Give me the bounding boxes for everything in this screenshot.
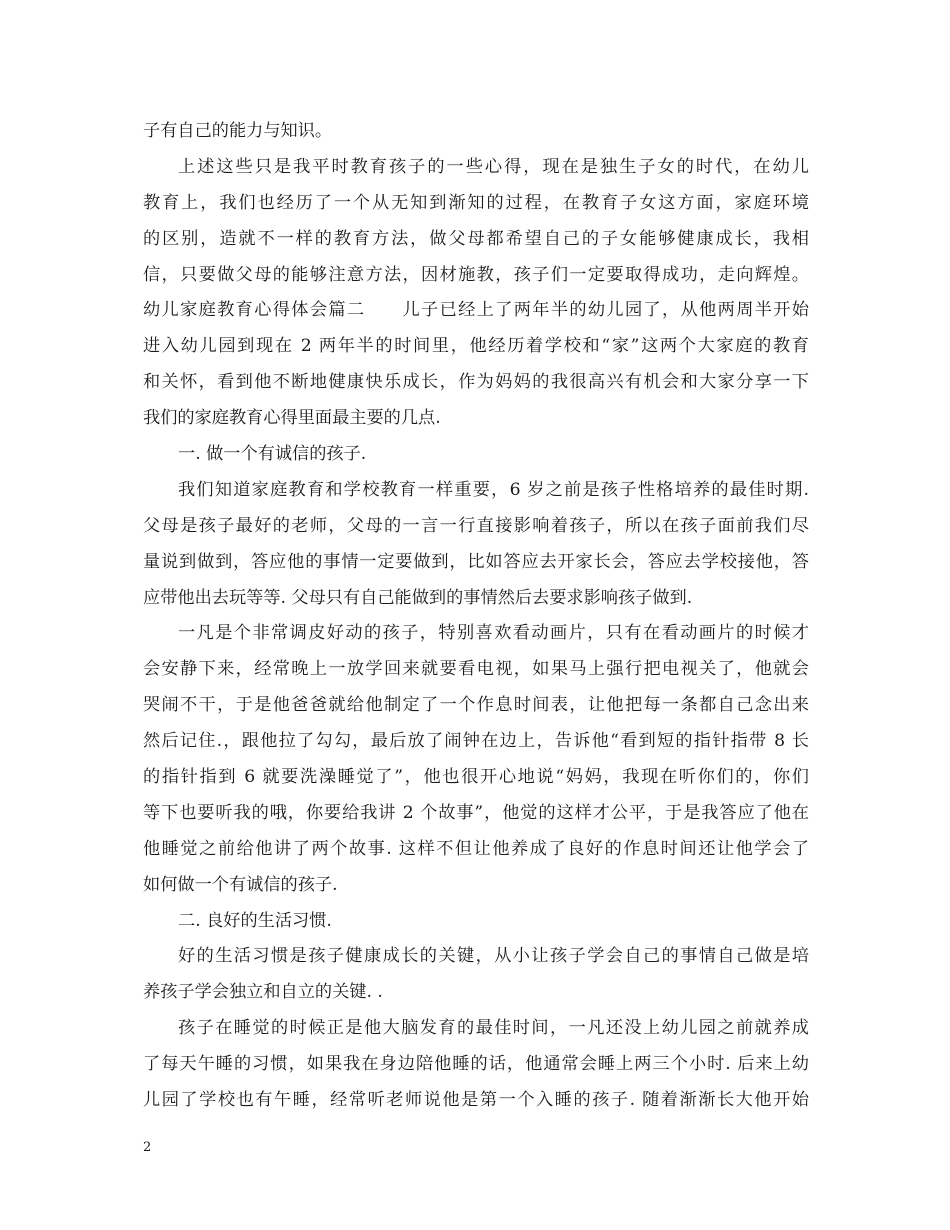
text-line: 和关怀，看到他不断地健康快乐成长，作为妈妈的我很高兴有机会和大家分享一下 — [143, 372, 809, 393]
text-line: 了每天午睡的习惯，如果我在身边陪他睡的话，他通常会睡上两三个小时. 后来上幼 — [143, 1054, 809, 1075]
text-line: 我们的家庭教育心得里面最主要的几点. — [143, 408, 441, 429]
text-line: 养孩子学会独立和自立的关键. . — [143, 982, 383, 1003]
text-line: 会安静下来，经常晚上一放学回来就要看电视，如果马上强行把电视关了，他就会 — [143, 659, 809, 680]
text-line: 上述这些只是我平时教育孩子的一些心得，现在是独生子女的时代，在幼儿 — [178, 156, 809, 177]
numbered-heading: 一. 做一个有诚信的孩子. — [178, 444, 367, 465]
text-line: 哭闹不干，于是他爸爸就给他制定了一个作息时间表，让他把每一条都自己念出来 — [143, 695, 809, 716]
text-line: 教育上，我们也经历了一个从无知到渐知的过程，在教育子女这方面，家庭环境 — [143, 192, 809, 213]
numbered-heading: 二. 良好的生活习惯. — [178, 910, 332, 931]
text-line: 如何做一个有诚信的孩子. — [143, 874, 338, 895]
text-line: 一凡是个非常调皮好动的孩子，特别喜欢看动画片，只有在看动画片的时候才 — [178, 623, 809, 644]
text-line: 量说到做到，答应他的事情一定要做到，比如答应去开家长会，答应去学校接他，答 — [143, 551, 809, 572]
text-line: 儿园了学校也有午睡，经常听老师说他是第一个入睡的孩子. 随着渐渐长大他开始 — [143, 1090, 809, 1111]
text-line: 的指针指到 6 就要洗澡睡觉了”，他也很开心地说“妈妈，我现在听你们的，你们 — [143, 767, 809, 788]
text-line: 我们知道家庭教育和学校教育一样重要，6 岁之前是孩子性格培养的最佳时期. — [178, 479, 809, 500]
text-line: 进入幼儿园到现在 2 两年半的时间里，他经历着学校和“家”这两个大家庭的教育 — [143, 336, 809, 357]
text-line: 子有自己的能力与知识。 — [143, 121, 333, 141]
text-line: 的区别，造就不一样的教育方法，做父母都希望自己的子女能够健康成长，我相 — [143, 228, 809, 249]
text-line: 好的生活习惯是孩子健康成长的关键，从小让孩子学会自己的事情自己做是培 — [178, 946, 809, 967]
page-number: 2 — [143, 1140, 152, 1155]
text-line: 等下也要听我的哦，你要给我讲 2 个故事”，他觉的这样才公平，于是我答应了他在 — [143, 802, 809, 823]
text-line: 他睡觉之前给他讲了两个故事. 这样不但让他养成了良好的作息时间还让他学会了 — [143, 838, 809, 859]
body-text — [143, 114, 809, 1119]
text-line: 孩子在睡觉的时候正是他大脑发育的最佳时间，一凡还没上幼儿园之前就养成 — [178, 1018, 809, 1039]
text-line: 然后记住.，跟他拉了勾勾，最后放了闹钟在边上，告诉他“看到短的指针指带 8 长 — [143, 731, 809, 752]
section-heading-line: 幼儿家庭教育心得体会篇二 儿子已经上了两年半的幼儿园了，从他两周半开始 — [143, 300, 809, 321]
text-line: 父母是孩子最好的老师，父母的一言一行直接影响着孩子，所以在孩子面前我们尽 — [143, 515, 809, 536]
text-line: 应带他出去玩等等. 父母只有自己能做到的事情然后去要求影响孩子做到. — [143, 587, 693, 608]
text-line: 信，只要做父母的能够注意方法，因材施教，孩子们一定要取得成功，走向辉煌。 — [143, 264, 809, 285]
